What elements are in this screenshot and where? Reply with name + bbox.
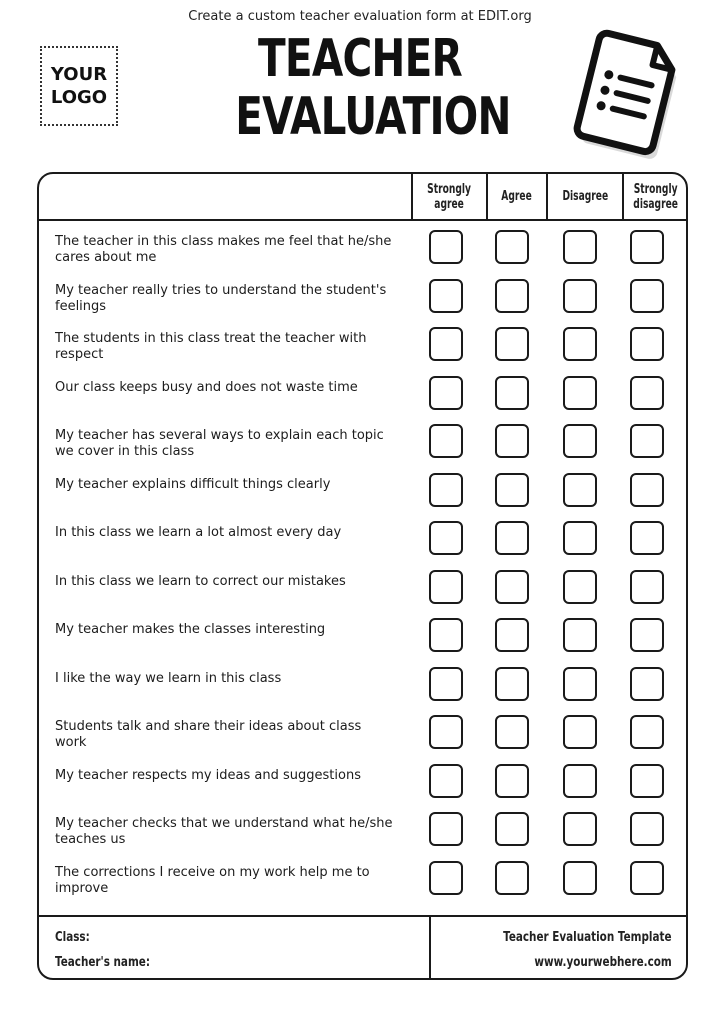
checkbox-strongly-disagree[interactable]: [630, 715, 664, 749]
checkbox-strongly-disagree[interactable]: [630, 327, 664, 361]
checkbox-strongly-disagree[interactable]: [630, 618, 664, 652]
column-header-strongly-disagree: Strongly disagree: [622, 174, 688, 219]
header-row: [39, 174, 686, 221]
checkbox-strongly-agree[interactable]: [429, 667, 463, 701]
checkbox-agree[interactable]: [495, 618, 529, 652]
checkbox-disagree[interactable]: [563, 667, 597, 701]
checkbox-disagree[interactable]: [563, 764, 597, 798]
checkbox-strongly-disagree[interactable]: [630, 812, 664, 846]
checkbox-agree[interactable]: [495, 230, 529, 264]
question-text: My teacher makes the classes interesting: [55, 622, 326, 637]
checkbox-strongly-agree[interactable]: [429, 279, 463, 313]
checkbox-disagree[interactable]: [563, 230, 597, 264]
title-line-2: EVALUATION: [235, 87, 511, 147]
question-text: My teacher has several ways to explain each topic we cover in this class: [55, 428, 384, 459]
checkbox-strongly-agree[interactable]: [429, 812, 463, 846]
column-header-agree: Agree: [486, 174, 546, 219]
website: www.yourwebhere.com: [534, 955, 672, 970]
checkbox-agree[interactable]: [495, 327, 529, 361]
column-header-strongly-agree: Strongly agree: [411, 174, 486, 219]
checkbox-strongly-agree[interactable]: [429, 618, 463, 652]
checkbox-agree[interactable]: [495, 764, 529, 798]
checkbox-strongly-agree[interactable]: [429, 861, 463, 895]
checkbox-disagree[interactable]: [563, 424, 597, 458]
question-text: In this class we learn a lot almost every day: [55, 525, 342, 540]
checkbox-disagree[interactable]: [563, 279, 597, 313]
checkbox-agree[interactable]: [495, 812, 529, 846]
checkbox-strongly-disagree[interactable]: [630, 279, 664, 313]
question-text: In this class we learn to correct our mistakes: [55, 573, 346, 589]
checkbox-strongly-disagree[interactable]: [630, 376, 664, 410]
question-text: My teacher respects my ideas and suggestions: [55, 767, 361, 783]
checkbox-agree[interactable]: [495, 521, 529, 555]
checkbox-strongly-disagree[interactable]: [630, 667, 664, 701]
question-text: I like the way we learn in this class: [55, 670, 282, 686]
checkbox-strongly-disagree[interactable]: [630, 521, 664, 555]
checkbox-agree[interactable]: [495, 424, 529, 458]
page-title: [235, 29, 511, 147]
title-line-1: TEACHER: [258, 29, 462, 89]
form-footer: [39, 915, 686, 980]
document-list-icon: [570, 18, 688, 160]
checkbox-disagree[interactable]: [563, 521, 597, 555]
logo-line-2: LOGO: [50, 87, 108, 108]
checkbox-disagree[interactable]: [563, 715, 597, 749]
checkbox-strongly-agree[interactable]: [429, 230, 463, 264]
logo-placeholder: [40, 46, 118, 126]
column-header-disagree: Disagree: [546, 174, 622, 219]
question-text: The corrections I receive on my work help me to improve: [55, 864, 370, 896]
logo-line-1: YOUR: [50, 64, 108, 85]
checkbox-strongly-agree[interactable]: [429, 327, 463, 361]
checkbox-strongly-agree[interactable]: [429, 715, 463, 749]
checkbox-agree[interactable]: [495, 715, 529, 749]
class-label: Class:: [55, 930, 90, 945]
checkbox-agree[interactable]: [495, 861, 529, 895]
checkbox-disagree[interactable]: [563, 473, 597, 507]
checkbox-strongly-agree[interactable]: [429, 764, 463, 798]
checkbox-disagree[interactable]: [563, 376, 597, 410]
checkbox-agree[interactable]: [495, 279, 529, 313]
checkbox-disagree[interactable]: [563, 618, 597, 652]
checkbox-disagree[interactable]: [563, 861, 597, 895]
question-text: The teacher in this class makes me feel that he/she cares about me: [55, 234, 392, 265]
checkbox-agree[interactable]: [495, 667, 529, 701]
teacher-name-label: Teacher's name:: [55, 955, 151, 970]
evaluation-form: [37, 172, 688, 980]
checkbox-strongly-disagree[interactable]: [630, 473, 664, 507]
checkbox-strongly-agree[interactable]: [429, 424, 463, 458]
checkbox-strongly-agree[interactable]: [429, 376, 463, 410]
checkbox-strongly-disagree[interactable]: [630, 861, 664, 895]
checkbox-agree[interactable]: [495, 376, 529, 410]
question-text: My teacher checks that we understand what he/she teaches us: [55, 816, 393, 847]
checkbox-disagree[interactable]: [563, 570, 597, 604]
template-name: Teacher Evaluation Template: [503, 930, 672, 945]
checkbox-strongly-disagree[interactable]: [630, 764, 664, 798]
checkbox-strongly-agree[interactable]: [429, 570, 463, 604]
question-text: Students talk and share their ideas about class work: [55, 719, 362, 750]
checkbox-strongly-disagree[interactable]: [630, 424, 664, 458]
checkbox-strongly-agree[interactable]: [429, 521, 463, 555]
checkbox-strongly-agree[interactable]: [429, 473, 463, 507]
question-text: My teacher really tries to understand the student's feelings: [55, 282, 387, 314]
checkbox-disagree[interactable]: [563, 812, 597, 846]
checkbox-agree[interactable]: [495, 473, 529, 507]
question-text: The students in this class treat the teacher with respect: [55, 331, 367, 362]
checkbox-strongly-disagree[interactable]: [630, 230, 664, 264]
checkbox-agree[interactable]: [495, 570, 529, 604]
caption: Create a custom teacher evaluation form at EDIT.org: [188, 9, 532, 24]
question-text: Our class keeps busy and does not waste time: [55, 379, 358, 395]
checkbox-disagree[interactable]: [563, 327, 597, 361]
checkbox-strongly-disagree[interactable]: [630, 570, 664, 604]
footer-divider: [429, 917, 431, 980]
question-text: My teacher explains difficult things clearly: [55, 476, 331, 492]
